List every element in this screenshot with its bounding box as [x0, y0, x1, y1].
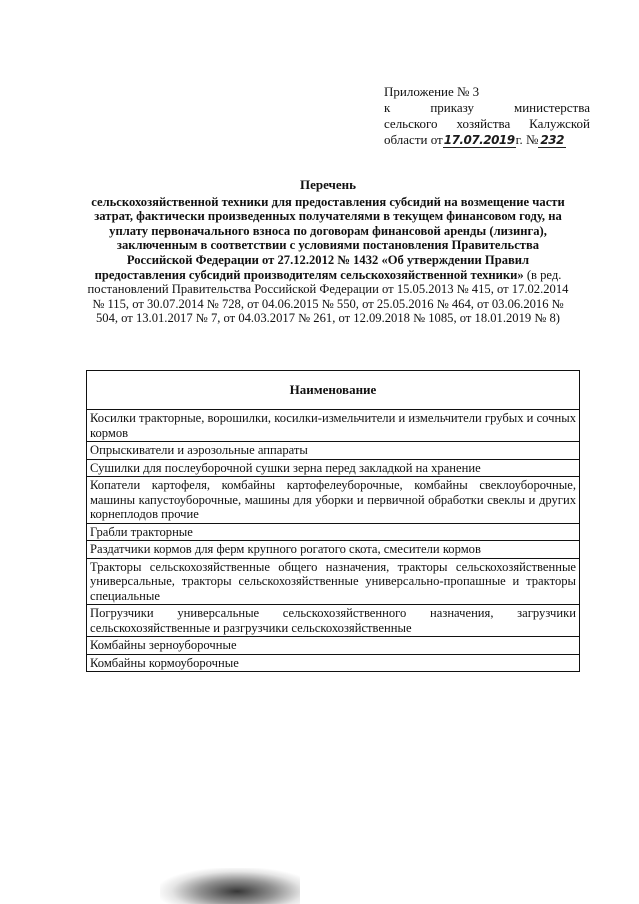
document-title — [85, 178, 571, 326]
title-body — [85, 195, 571, 326]
appendix-line-order — [384, 100, 590, 116]
appendix-word: Калужской — [529, 116, 590, 131]
table-row — [87, 523, 580, 541]
appendix-line-date — [384, 132, 590, 148]
appendix-word: министерства — [513, 100, 590, 115]
table-row — [87, 605, 580, 637]
handwritten-number: 232 — [540, 133, 564, 147]
appendix-line-ministry — [384, 116, 590, 132]
table-cell: Копатели картофеля, комбайны картофелеуборочные, комбайны свеклоуборочные, машины капустоуборочные, машины для уборки и первичной обработки свеклы и других корнеплодов прочие — [87, 477, 580, 524]
table-row — [87, 637, 580, 655]
appendix-number-prefix: г. № — [515, 132, 539, 147]
table-cell: Опрыскиватели и аэрозольные аппараты — [87, 442, 580, 460]
table-cell: Комбайны кормоуборочные — [87, 654, 580, 672]
table-row — [87, 442, 580, 460]
table-header-name: Наименование — [87, 371, 580, 410]
table-row — [87, 654, 580, 672]
appendix-word: сельского — [384, 116, 438, 131]
table-cell: Грабли тракторные — [87, 523, 580, 541]
table-row — [87, 459, 580, 477]
table-row — [87, 541, 580, 559]
table-row — [87, 477, 580, 524]
appendix-date-prefix: области от — [384, 132, 443, 147]
table-cell: Косилки тракторные, ворошилки, косилки-измельчители и измельчители грубых и сочных кормов — [87, 410, 580, 442]
table-cell: Тракторы сельскохозяйственные общего назначения, тракторы сельскохозяйственные универсальные, тракторы сельскохозяйственные универсально-пропашные и тракторы специальные — [87, 558, 580, 605]
handwritten-date: 17.07.2019 — [443, 133, 515, 147]
appendix-title: Приложение № 3 — [384, 84, 480, 99]
scan-artifact — [160, 868, 300, 904]
appendix-block — [384, 84, 590, 148]
table-cell: Погрузчики универсальные сельскохозяйственного назначения, загрузчики сельскохозяйственные и разгрузчики сельскохозяйственные — [87, 605, 580, 637]
equipment-table — [86, 370, 580, 672]
table-cell: Комбайны зерноуборочные — [87, 637, 580, 655]
appendix-word: приказу — [430, 100, 474, 115]
table-cell: Раздатчики кормов для ферм крупного рогатого скота, смесители кормов — [87, 541, 580, 559]
appendix-word: хозяйства — [456, 116, 511, 131]
table-cell: Сушилки для послеуборочной сушки зерна перед закладкой на хранение — [87, 459, 580, 477]
table-row — [87, 558, 580, 605]
table-header-row — [87, 371, 580, 410]
appendix-word: к — [384, 100, 391, 115]
title-body-main: сельскохозяйственной техники для предоставления субсидий на возмещение части затрат, фактически произведенных получателями в текущем финансовом году, на уплату первоначального взноса по договорам финансовой аренды (лизинга), заключенным в соответствии с условиями постановления Правительства Российской Федерации от 27.12.2012 № 1432 «Об утверждении Правил предоставления субсидий производителям сельскохозяйственной техники» — [91, 194, 565, 282]
table-row — [87, 410, 580, 442]
title-heading: Перечень — [299, 177, 357, 192]
title-body-amendments: (в ред. постановлений Правительства Российской Федерации от 15.05.2013 № 415, от 17.02.2014 № 115, от 30.07.2014 № 728, от 04.06.2015 № 550, от 25.05.2016 № 464, от 03.06.2016 № 504, от 13.01.2017 № 7, от 04.03.2017 № 261, от 12.09.2018 № 1085, от 18.01.2019 № 8) — [87, 267, 569, 326]
